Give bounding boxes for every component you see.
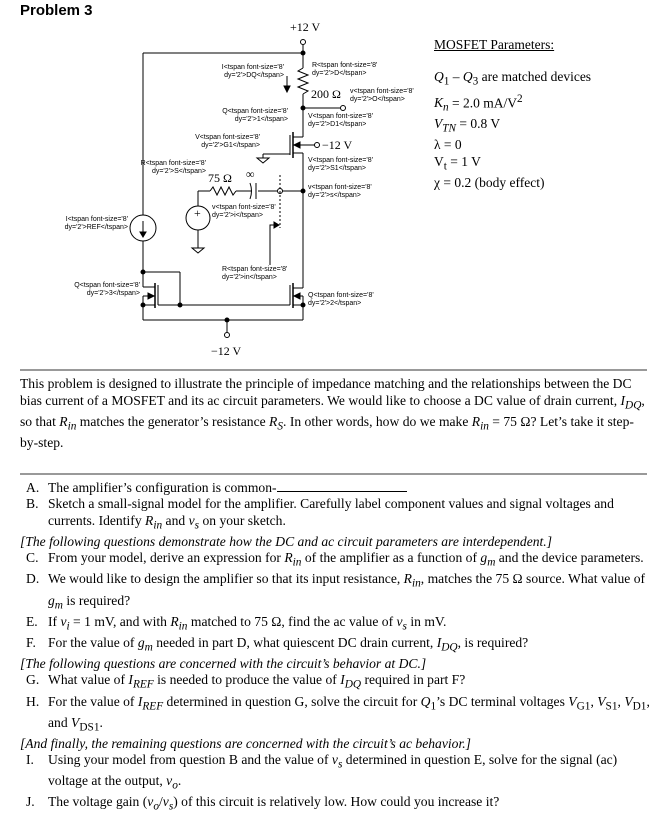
intro-paragraph: This problem is designed to illustrate the principle of impedance matching and the relationships between the DC bias current of a MOSFET and its ac circuit parameters. We would like to choose a DC value of drain current, $I_{DQ}$, so that $R_{in}$ matches the generator’s resistance $R_S$. In other words, how do we make $R_{in} = 75$ Ω? Let’s take it step-by-step. bbox=[20, 376, 645, 451]
question-text: From your model, derive an expression for $R_{in}$ of the amplifier as a function of $g_m$ and the device parameters. bbox=[48, 550, 644, 570]
question-item bbox=[20, 694, 650, 736]
parameter-line: λ = 0 bbox=[434, 137, 462, 153]
question-item bbox=[20, 480, 650, 496]
idq-label: I<tspan font-size='8' dy='2'>DQ</tspan> bbox=[221, 64, 284, 79]
question-letter: I. bbox=[26, 752, 34, 768]
mosfet-parameters bbox=[434, 37, 591, 191]
rin-label: R<tspan font-size='8' dy='2'>in</tspan> bbox=[222, 266, 288, 281]
parameters-heading: MOSFET Parameters: bbox=[434, 37, 555, 52]
body-voltage-label: −12 V bbox=[322, 138, 353, 152]
vss-terminal bbox=[225, 333, 230, 338]
circuit-diagram bbox=[0, 0, 420, 365]
vg1-label: V<tspan font-size='8' dy='2'>G1</tspan> bbox=[195, 134, 260, 149]
question-item bbox=[20, 550, 650, 571]
question-text: Using your model from question B and the value of $v_s$ determined in question E, solve for the signal (ac) voltage at the output, $v_o$. bbox=[48, 752, 618, 792]
rd-resistor bbox=[298, 68, 308, 94]
vss-label: −12 V bbox=[211, 344, 242, 358]
vdd-label: +12 V bbox=[290, 20, 321, 34]
question-item bbox=[20, 635, 650, 656]
question-item bbox=[20, 672, 650, 693]
vd1-label: V<tspan font-size='8' dy='2'>D1</tspan> bbox=[308, 113, 373, 128]
vo-terminal bbox=[341, 106, 346, 111]
question-text: For the value of $g_m$ needed in part D, what quiescent DC drain current, $I_{DQ}$, is required? bbox=[48, 634, 529, 654]
question-letter: G. bbox=[26, 672, 40, 688]
question-letter: B. bbox=[26, 496, 39, 512]
question-text: We would like to design the amplifier so that its input resistance, $R_{in}$, matches the 75 Ω source. What value of $g_m$ is required? bbox=[48, 571, 646, 612]
question-text: If $v_i = 1$ mV, and with $R_{in}$ matched to 75 Ω, find the ac value of $v_s$ in mV. bbox=[48, 613, 447, 633]
section-note: [The following questions are concerned with the circuit’s behavior at DC.] bbox=[20, 655, 427, 671]
q1-label: Q<tspan font-size='8' dy='2'>1</tspan> bbox=[222, 108, 288, 123]
parameter-line: $V_{TN} = 0.8$ V bbox=[434, 116, 501, 135]
rs-label: R<tspan font-size='8' dy='2'>S</tspan> bbox=[140, 160, 206, 175]
vs-label: v<tspan font-size='8' dy='2'>s</tspan> bbox=[308, 184, 372, 199]
rin-arrow-icon bbox=[270, 225, 276, 265]
ground-icon bbox=[192, 248, 204, 253]
vdd-terminal bbox=[301, 40, 306, 45]
divider bbox=[20, 369, 647, 371]
plus-sign: + bbox=[194, 206, 201, 220]
question-letter: D. bbox=[26, 571, 40, 587]
question-list bbox=[20, 480, 650, 816]
q2-label: Q<tspan font-size='8' dy='2'>2</tspan> bbox=[308, 292, 374, 307]
iref-label: I<tspan font-size='8' dy='2'>REF</tspan> bbox=[64, 216, 128, 231]
capacitor-label: ∞ bbox=[246, 167, 255, 181]
vi-label: v<tspan font-size='8' dy='2'>i</tspan> bbox=[212, 204, 276, 219]
question-text: Sketch a small-signal model for the amplifier. Carefully label component values and signal voltages and currents. Identify $R_{in}$ and $v_s$ on your sketch. bbox=[48, 496, 614, 532]
question-item bbox=[20, 752, 650, 794]
question-text: The amplifier’s configuration is common- bbox=[48, 480, 650, 496]
question-letter: E. bbox=[26, 613, 38, 629]
ground-icon bbox=[257, 154, 269, 163]
problem-title: Problem 3 bbox=[20, 2, 93, 19]
question-letter: F. bbox=[26, 634, 36, 650]
section-note: [And finally, the remaining questions are concerned with the circuit’s ac behavior.] bbox=[20, 735, 471, 751]
question-text: What value of $I_{REF}$ is needed to produce the value of $I_{DQ}$ required in part F? bbox=[48, 672, 466, 692]
vo-label: v<tspan font-size='8' dy='2'>O</tspan> bbox=[350, 88, 414, 103]
rs-value: 75 Ω bbox=[208, 171, 232, 185]
question-letter: H. bbox=[26, 693, 40, 709]
parameter-line: $K_n = 2.0$ $mA/V^2$ bbox=[434, 92, 523, 114]
question-item bbox=[20, 614, 650, 635]
rs-resistor bbox=[210, 187, 236, 195]
question-letter: A. bbox=[26, 480, 40, 495]
question-item bbox=[20, 496, 650, 534]
vs1-label: V<tspan font-size='8' dy='2'>S1</tspan> bbox=[308, 157, 373, 172]
q1-transistor bbox=[263, 132, 315, 158]
question-letter: J. bbox=[26, 794, 35, 810]
question-text: The voltage gain $(v_o/v_s)$ of this circuit is relatively low. How could you increase it? bbox=[48, 794, 500, 814]
rd-label: R<tspan font-size='8' dy='2'>D</tspan> bbox=[312, 62, 378, 77]
question-letter: C. bbox=[26, 550, 39, 566]
q3-label: Q<tspan font-size='8' dy='2'>3</tspan> bbox=[74, 282, 140, 297]
parameter-line: χ = 0.2 (body effect) bbox=[434, 174, 545, 190]
question-text: For the value of $I_{REF}$ determined in question G, solve the circuit for $Q_1’s$ DC terminal voltages $V_{G1}$, $V_{S1}$, $V_{D1}$, and $V_{DS1}$. bbox=[48, 693, 650, 734]
question-item bbox=[20, 571, 650, 613]
parameter-line: $V_t = 1$ V bbox=[434, 153, 481, 173]
section-note: [The following questions demonstrate how the DC and ac circuit parameters are interdependent.] bbox=[20, 533, 552, 549]
parameter-line: $Q_1 - Q_3$ are matched devices bbox=[434, 69, 592, 89]
divider bbox=[20, 473, 647, 475]
rd-value: 200 Ω bbox=[311, 87, 341, 101]
